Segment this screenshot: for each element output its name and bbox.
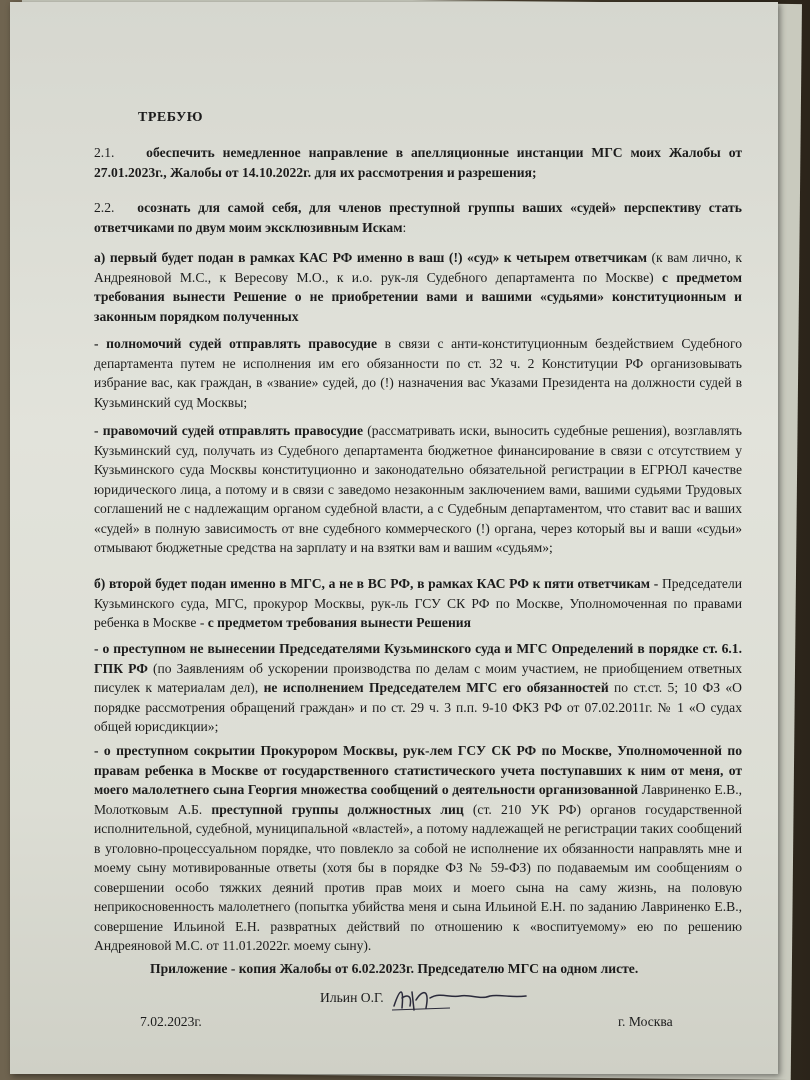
handwritten-signature <box>390 984 530 1014</box>
paragraph-powers: - полномочий судей отправлять правосудие в связи с анти-конституционным бездействием Судебного департамента путем не исполнения им его обязанности по ст. 32 ч. 2 Конституции РФ организовывать избрание вас, как граждан, в «звание» судей, до (!) назначения вас Указами Президента на должности судей в Кузьминский суд Москвы; <box>94 336 742 410</box>
item-2-1 <box>94 143 742 182</box>
paragraph-crime-2: - о преступном сокрытии Прокурором Москвы, рук-лем ГСУ СК РФ по Москве, Уполномоченной по правам ребенка в Москве от государственного статистического учета поступавших к ним от меня, от моего малолетнего сына Георгия множества сообщений о деятельности организованной Лавриненко Е.В., Молотковым А.Б. преступной группы должностных лиц (ст. 210 УК РФ) органов государственной исполнительной, судебной, муниципальной «властей», а потому надлежащей не регистрации таких сообщений в уголовно-процессуальном порядке, что повлекло за собой не исполнение их обязанности направлять мне и моему сыну мотивированные ответы (хотя бы в порядке ФЗ № 59-ФЗ) по подаваемым им сообщениям о совершении особо тяжких деяний против прав моих и моего сына на саму жизнь, на половую неприкосновенность малолетнего (попытка убийства меня и сына Ильиной Е.Н. по заданию Лавриненко Е.В., совершение Ильиной Е.Н. развратных действий по отношению к «воспитуемому» ею по решению Андреяновой М.С. от 11.01.2022г. моему сыну). <box>94 743 742 953</box>
attachment-line: Приложение - копия Жалобы от 6.02.2023г. Председателю МГС на одном листе. <box>150 961 639 976</box>
paragraph-a: а) первый будет подан в рамках КАС РФ именно в ваш (!) «суд» к четырем ответчикам (к вам лично, к Андреяновой М.С., к Вересову М.О., к и.о. рук-ля Судебного департамента по Москве) с предметом требования вынести Решение о не приобретении вами и вашими «судьями» конституционным и законным порядком полученных <box>94 250 743 324</box>
item-text: осознать для самой себя, для членов преступной группы ваших «судей» перспективу стать ответчиками по двум моим эксклюзивным Искам <box>94 200 742 235</box>
item-number: 2.1. <box>94 145 115 160</box>
date: 7.02.2023г. <box>140 1014 202 1029</box>
item-number: 2.2. <box>94 200 115 215</box>
city: г. Москва <box>618 1014 673 1029</box>
paragraph-rights: - правомочий судей отправлять правосудие (рассматривать иски, выносить судебные решения), возглавлять Кузьминский суд, получать из Судебного департамента бюджетное финансирование в связи с отсутствием у Кузьминского суда Москвы конституционно и законодательно обязательной регистрации в ЕГРЮЛ качестве юридического лица, а потому и в связи с заведомо незаконным заключением вами, вашими судьями Трудовых соглашений не с надлежащим органом судебной власти, а с Судебным департаментом, что ставит вас и ваших «судей» в полную зависимость от вне судебного коммерческого (!) органа, через который вы и ваши «судьи» отмывают бюджетные средства на зарплату и на взятки вам и вашим «судьям»; <box>94 423 742 555</box>
item-2-2: 2.2. осознать для самой себя, для членов преступной группы ваших «судей» перспективу стать ответчиками по двум моим эксклюзивным Искам: <box>94 200 742 235</box>
item-text: обеспечить немедленное направление в апелляционные инстанции МГС моих Жалобы от 27.01.2023г., Жалобы от 14.10.2022г. для их рассмотрения и разрешения; <box>94 145 743 180</box>
heading: ТРЕБУЮ <box>138 110 204 125</box>
signer-name: Ильин О.Г. <box>320 990 384 1005</box>
paragraph-crime-1: - о преступном не вынесении Председателями Кузьминского суда и МГС Определений в порядке ст. 6.1. ГПК РФ (по Заявлениям об ускорении производства по делам с моим участием, не приобщением ответных писулек к материалам дел), не исполнением Председателем МГС его обязанностей по ст.ст. 5; 10 ФЗ «О порядке рассмотрения обращений граждан» и по ст. 29 ч. 3 п.п. 9-10 ФКЗ РФ от 07.02.2011г. № 1 «О судах общей юрисдикции»; <box>94 641 742 734</box>
paragraph-b: б) второй будет подан именно в МГС, а не в ВС РФ, в рамках КАС РФ к пяти ответчикам - Председатели Кузьминского суда, МГС, прокурор Москвы, рук-ль ГСУ СК РФ по Москве, Уполномоченная по правами ребенка в Москве - с предметом требования вынести Решения <box>94 576 743 630</box>
